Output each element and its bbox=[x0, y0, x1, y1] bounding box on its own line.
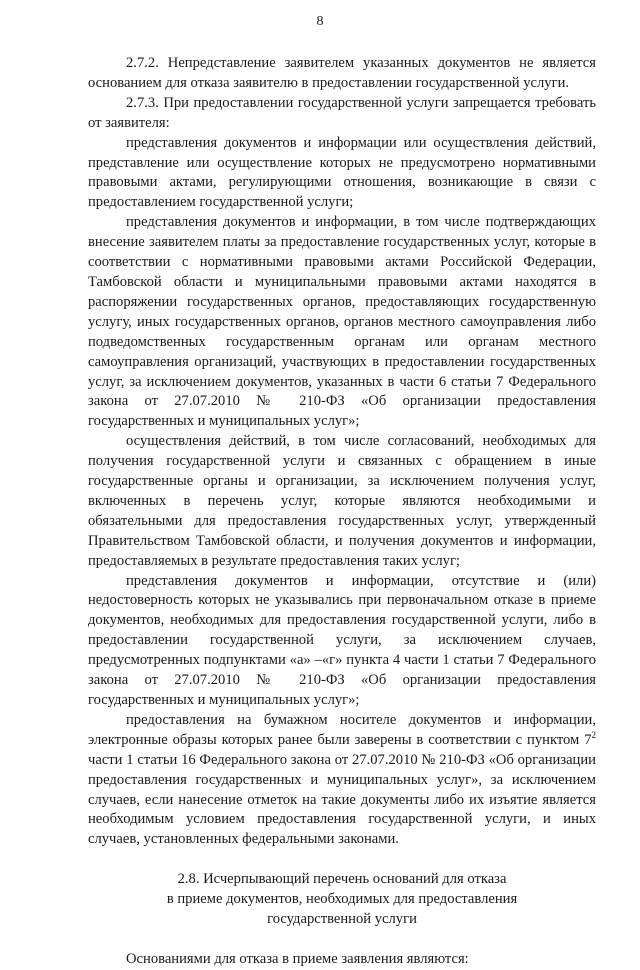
paragraph-item-2: представления документов и информации, в том числе подтверждающих внесение заявителем платы за предоставление государственных услуг, которые в соответствии с нормативными правовыми актами Российской Федерации, Тамбовской области и муниципальными правовыми актами находятся в распоряжении государственных органов, предоставляющих государственную услугу, иных государственных органов, органов местного самоуправления либо подведомственных государственным органам или органам местного самоуправления организаций, участвующих в предоставлении государственных услуг, за исключением документов, указанных в части 6 статьи 7 Федерального закона от 27.07.2010 № 210-ФЗ «Об организации предоставления государственных и муниципальных услуг»; bbox=[88, 214, 596, 430]
heading-line-3: государственной услуги bbox=[267, 911, 417, 928]
section-heading-2-8 bbox=[88, 870, 596, 930]
paragraph-item-5-part-1: предоставления на бумажном носителе документов и информации, электронные образы которых ранее были заверены в соответствии с пунктом 7 bbox=[88, 711, 596, 748]
heading-line-1: 2.8. Исчерпывающий перечень оснований для отказа bbox=[177, 871, 507, 888]
document-body bbox=[88, 54, 596, 970]
paragraph-2-7-3: 2.7.3. При предоставлении государственной услуги запрещается требовать от заявителя: bbox=[88, 94, 596, 131]
paragraph-item-3: осуществления действий, в том числе согласований, необходимых для получения государственной услуги и связанных с обращением в иные государственные органы и организации, за исключением получения услуг, включенных в перечень услуг, которые являются необходимыми и обязательными для предоставления государственных услуг, утвержденный Правительством Тамбовской области, и получения документов и информации, предоставляемых в результате предоставления таких услуг; bbox=[88, 433, 596, 569]
superscript: 2 bbox=[591, 729, 596, 740]
paragraph-item-5-part-2: части 1 статьи 16 Федерального закона от 27.07.2010 № 210-ФЗ «Об организации предоставления государственных и муниципальных услуг», за исключением случаев, если нанесение отметок на такие документы либо их изъятие является необходимым условием предоставления государственной услуги, и иных случаев, установленных федеральными законами. bbox=[88, 751, 596, 848]
heading-line-2: в приеме документов, необходимых для предоставления bbox=[166, 891, 518, 908]
paragraph-item-5 bbox=[88, 711, 596, 850]
paragraph-2-7-2: 2.7.2. Непредставление заявителем указанных документов не является основанием для отказа заявителю в предоставлении государственной услуги. bbox=[88, 55, 596, 91]
paragraph-grounds-for-refusal: Основаниями для отказа в приеме заявления являются: bbox=[126, 950, 469, 967]
paragraph-item-1: представления документов и информации или осуществления действий, представление или осуществление которых не предусмотрено нормативными правовыми актами, регулирующими отношения, возникающие в связи с предоставлением государственной услуги; bbox=[88, 134, 596, 211]
page-number: 8 bbox=[316, 14, 324, 29]
paragraph-item-4: представления документов и информации, отсутствие и (или) недостоверность которых не указывались при первоначальном отказе в приеме документов, необходимых для предоставления государственной услуги, либо в предоставлении государственной услуги, за исключением случаев, предусмотренных подпунктами «а» –«г» пункта 4 части 1 статьи 7 Федерального закона от 27.07.2010 № 210-ФЗ «Об организации предоставления государственных и муниципальных услуг»; bbox=[88, 572, 596, 708]
